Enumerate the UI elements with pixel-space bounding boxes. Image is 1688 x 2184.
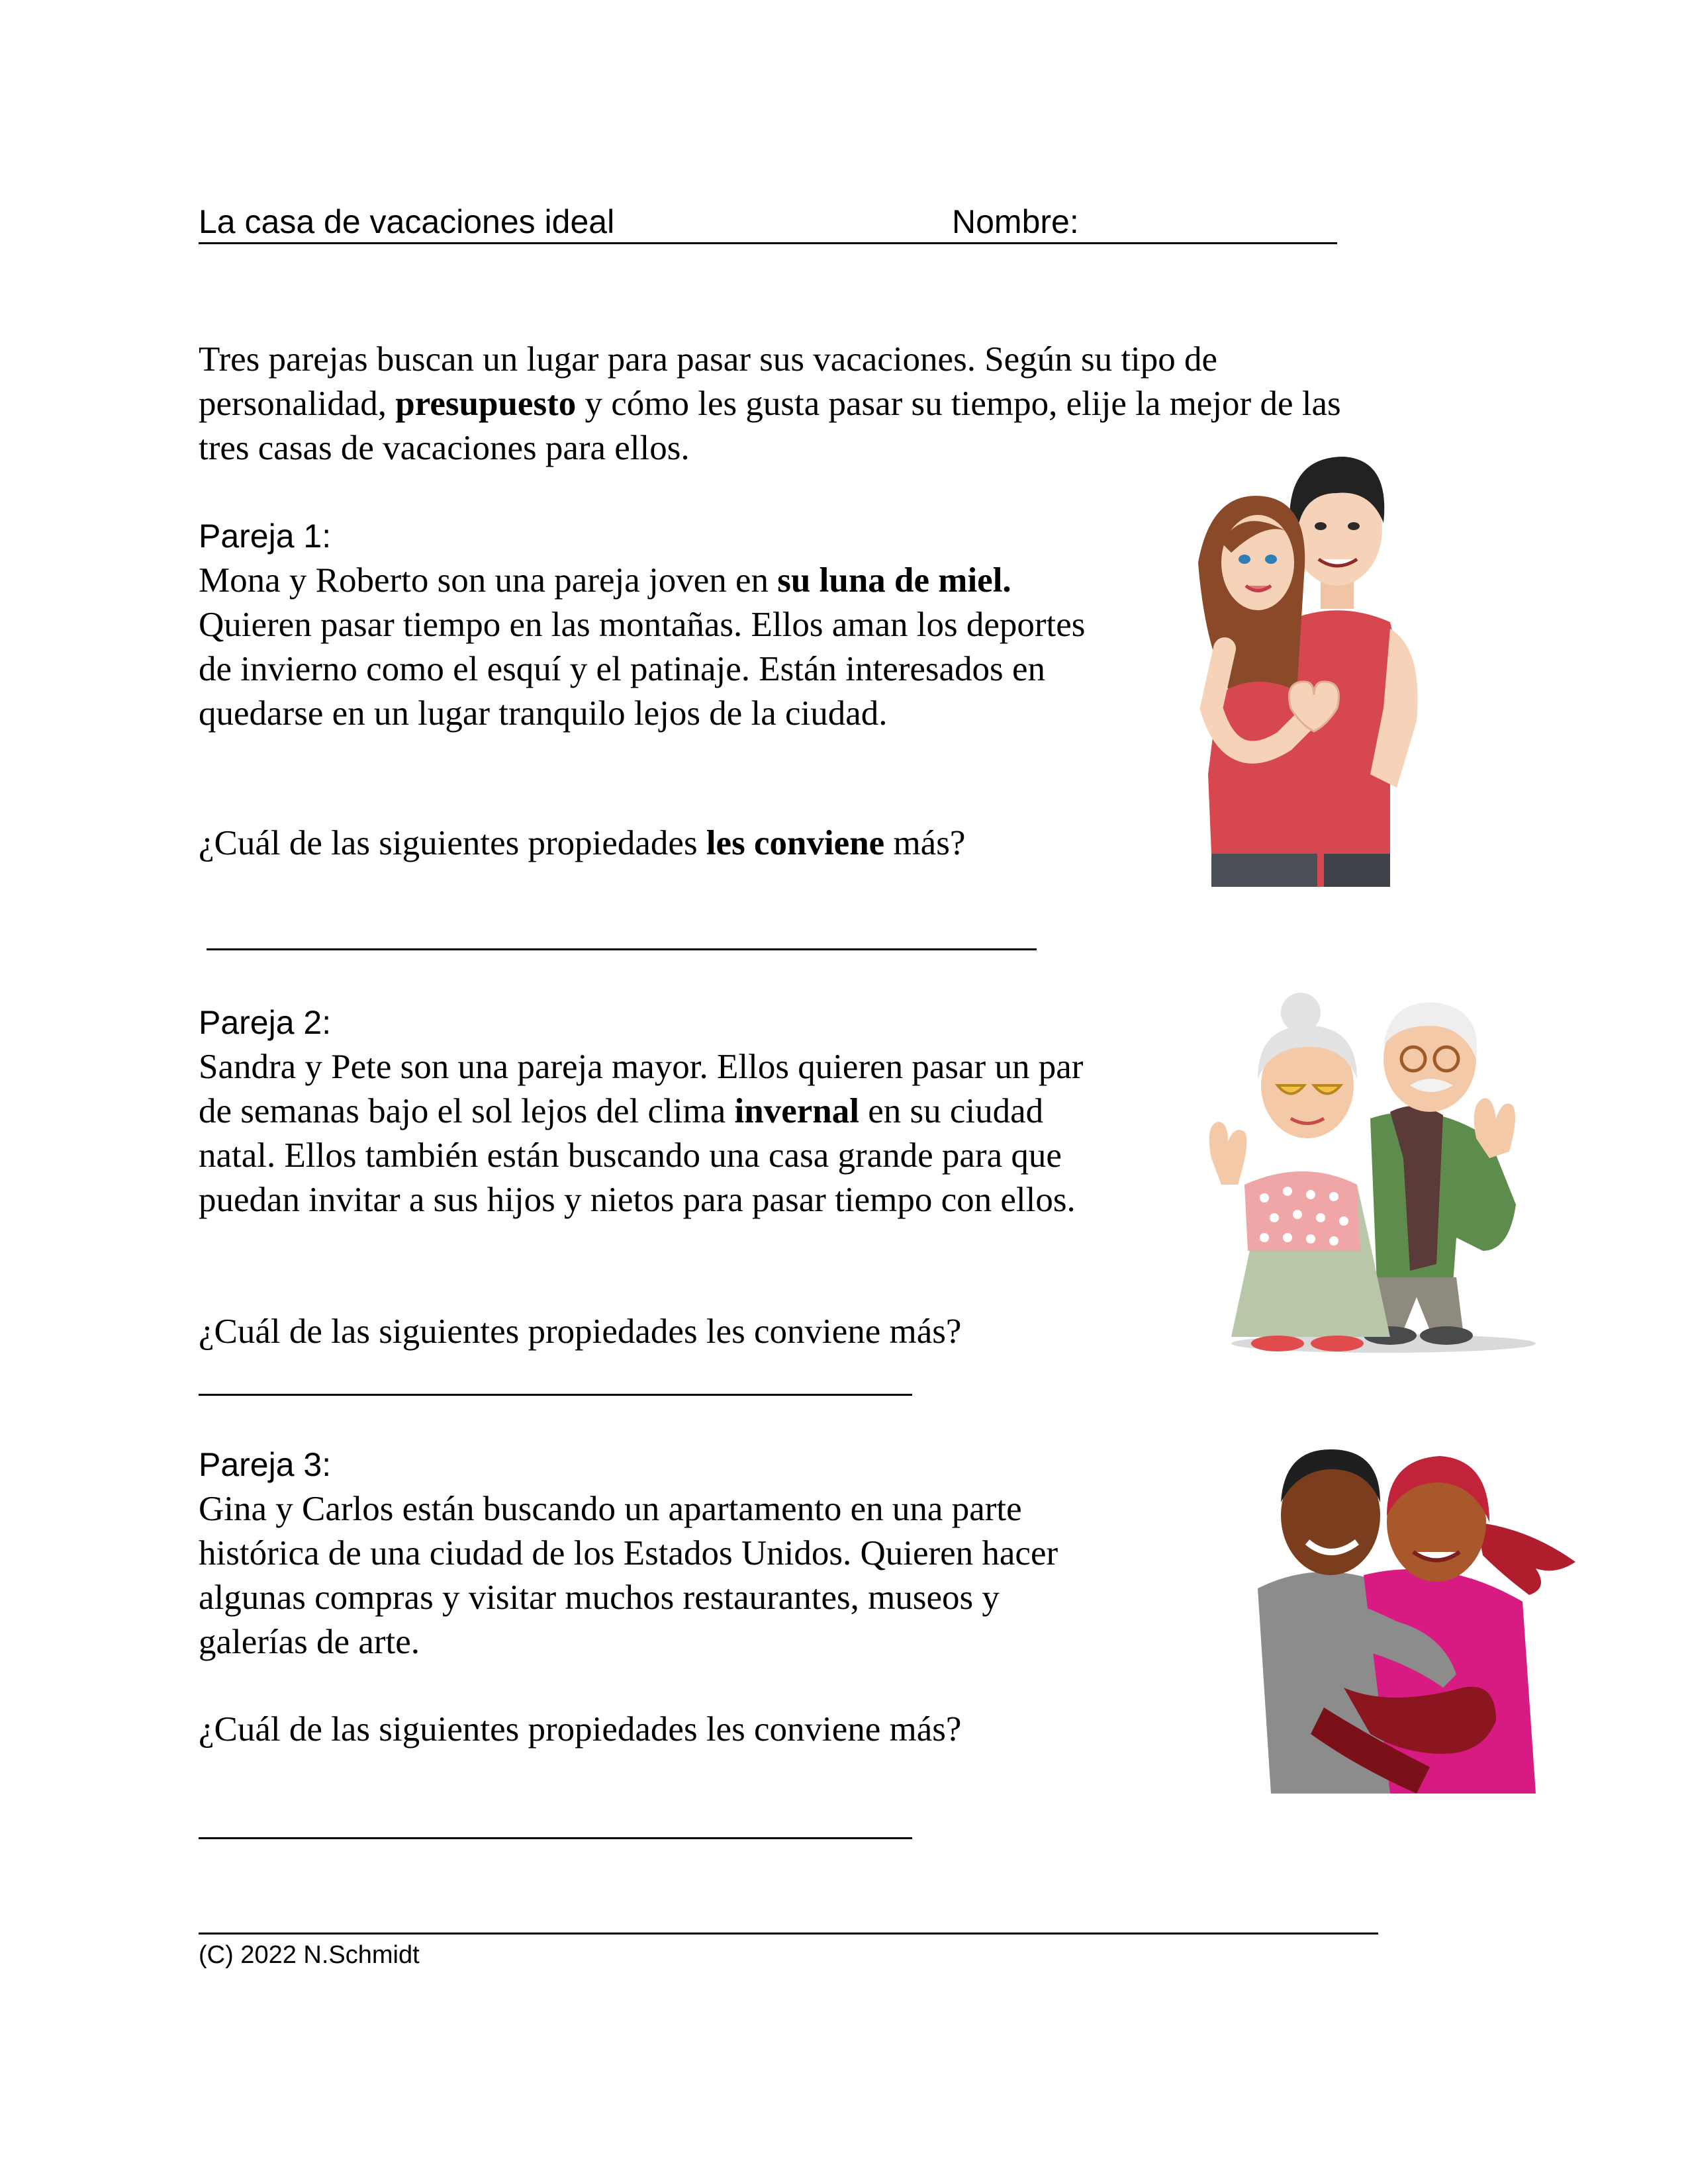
couple-1-question — [199, 821, 965, 866]
elderly-couple-illustration — [1192, 986, 1549, 1357]
copyright-notice: (C) 2022 N.Schmidt — [199, 1941, 420, 1969]
couple-1-heading: Pareja 1: — [199, 518, 332, 555]
intro-text-1: Tres parejas buscan un lugar para pasar sus vacaciones. Según su tipo de personalidad, — [199, 340, 1218, 423]
couple-1-question-a: ¿Cuál de las siguientes propiedades — [199, 824, 706, 862]
couple-2-question: ¿Cuál de las siguientes propiedades les conviene más? — [199, 1312, 962, 1351]
couple-1-text-b: Quieren pasar tiempo en las montañas. Ellos aman los deportes de invierno como el esquí y el patinaje. Están interesados en quedarse en un lugar tranquilo lejos de la ciudad. — [199, 606, 1086, 733]
couple-2-description — [199, 1045, 1112, 1222]
couple-2-text-b: en su ciudad natal. Ellos también están buscando una casa grande para que puedan invitar a sus hijos y nietos para pasar tiempo con ellos. — [199, 1092, 1076, 1219]
couple-2-text-a: Sandra y Pete son una pareja mayor. Ellos quieren pasar un par de semanas bajo el sol lejos del clima — [199, 1048, 1084, 1130]
couple-2-bold: invernal — [734, 1092, 859, 1130]
couple-3-description: Gina y Carlos están buscando un apartamento en una parte histórica de una ciudad de los Estados Unidos. Quieren hacer algunas compras y visitar muchos restaurantes, museos y galerías de arte. — [199, 1490, 1058, 1661]
couple-1-description — [199, 559, 1112, 736]
worksheet-title: La casa de vacaciones ideal — [199, 203, 615, 240]
worksheet-header — [199, 199, 1337, 245]
intro-text-2: y cómo les gusta pasar su tiempo, elije la mejor de las tres casas de vacaciones para ellos. — [199, 385, 1341, 467]
intro-bold-word: presupuesto — [395, 385, 577, 423]
couple-1-question-b: más? — [884, 824, 966, 862]
hugging-couple-illustration — [1244, 1423, 1589, 1800]
couple-2-answer-line[interactable] — [199, 1394, 912, 1396]
couple-3-answer-line[interactable] — [199, 1837, 912, 1839]
couple-1-question-bold: les conviene — [706, 824, 885, 862]
couple-1-bold: su luna de miel. — [777, 561, 1011, 600]
header-underline — [199, 242, 1337, 244]
couple-1-answer-line[interactable] — [207, 948, 1037, 950]
couple-1-text-a: Mona y Roberto son una pareja joven en — [199, 561, 778, 600]
couple-3-heading: Pareja 3: — [199, 1446, 332, 1483]
footer-rule — [199, 1933, 1378, 1934]
name-label: Nombre: — [952, 203, 1079, 240]
young-couple-illustration — [1172, 430, 1450, 887]
couple-2-heading: Pareja 2: — [199, 1004, 332, 1041]
couple-3-question: ¿Cuál de las siguientes propiedades les conviene más? — [199, 1710, 962, 1749]
